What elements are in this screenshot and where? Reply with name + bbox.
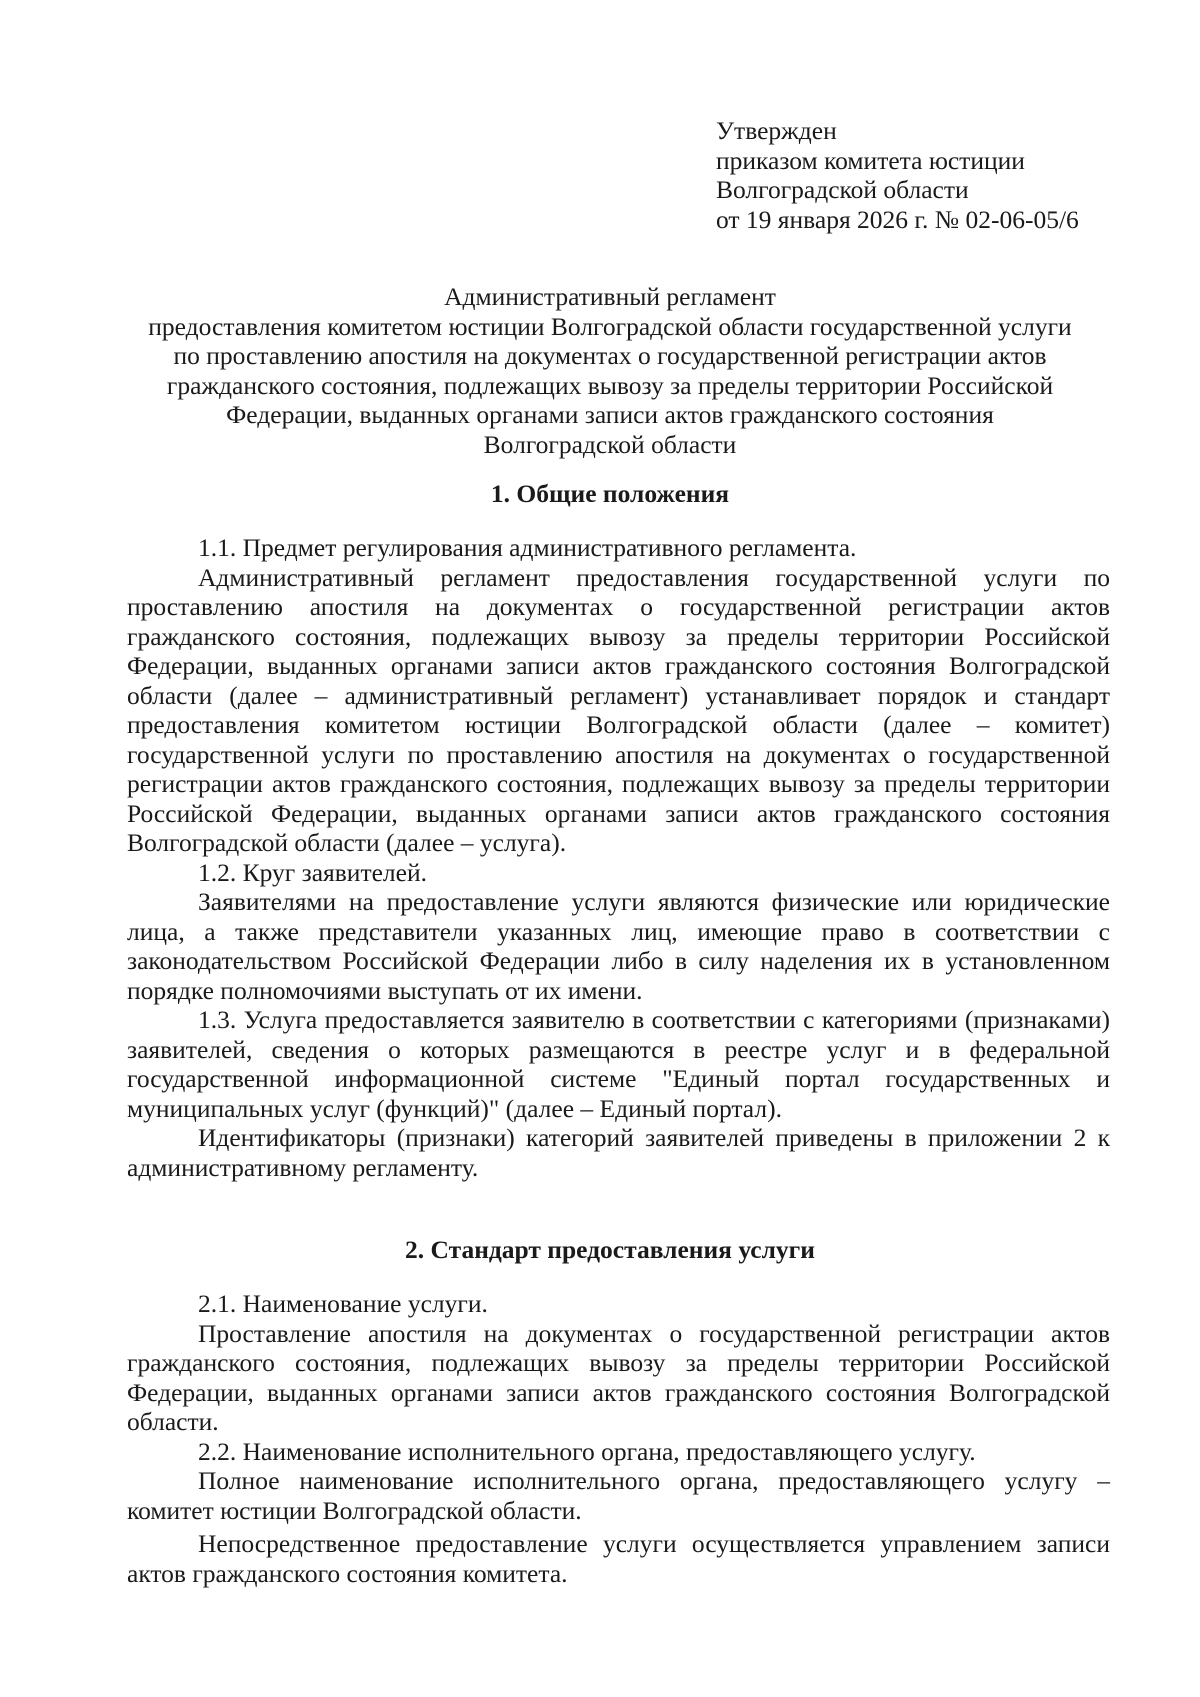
- paragraph: Проставление апостиля на документах о государственной регистрации актов гражданского состояния, подлежащих вывозу за пределы территории Российской Федерации, выданных органами записи актов гражданского состояния Волгоградской области.: [127, 1318, 1110, 1436]
- paragraph: 1.3. Услуга предоставляется заявителю в соответствии с категориями (признаками) заявителей, сведения о которых размещаются в реестре услуг и в федеральной государственной информационной системе "Единый портал государственных и муниципальных услуг (функций)" (далее – Единый портал).: [127, 1005, 1110, 1123]
- section-body: [127, 533, 1110, 1182]
- title-line: гражданского состояния, подлежащих вывозу за пределы территории Российской: [166, 370, 1054, 400]
- title-line: по проставлению апостиля на документах о государственной регистрации актов: [173, 341, 1047, 370]
- paragraph: Полное наименование исполнительного органа, предоставляющего услугу – комитет юстиции Волгоградской области.: [127, 1466, 1110, 1525]
- paragraph: Заявителями на предоставление услуги являются физические или юридические лица, а также представители указанных лиц, имеющие право в соответствии с законодательством Российской Федерации либо в силу наделения их в установленном порядке полномочиями выступать от их имени.: [127, 887, 1110, 1005]
- paragraph: 2.1. Наименование услуги.: [198, 1289, 488, 1318]
- title-line: предоставления комитетом юстиции Волгоградской области государственной услуги: [148, 311, 1072, 341]
- paragraph: Непосредственное предоставление услуги осуществляется управлением записи актов гражданского состояния комитета.: [127, 1529, 1110, 1588]
- approval-line: приказом комитета юстиции: [716, 145, 1025, 175]
- paragraph: 1.1. Предмет регулирования административного регламента.: [198, 533, 857, 562]
- paragraph: 2.2. Наименование исполнительного органа, предоставляющего услугу.: [198, 1436, 976, 1466]
- paragraph: 1.2. Круг заявителей.: [198, 857, 427, 887]
- paragraph: Идентификаторы (признаки) категорий заявителей приведены в приложении 2 к административному регламенту.: [127, 1123, 1110, 1182]
- title-line: Волгоградской области: [483, 429, 737, 459]
- section-body: [127, 1289, 1110, 1588]
- approval-stamp: [716, 116, 1136, 234]
- approval-line: Волгоградской области: [716, 175, 969, 204]
- title-line: Административный регламент: [444, 282, 776, 311]
- section-heading: 2. Стандарт предоставления услуги: [405, 1235, 815, 1264]
- approval-line: от 19 января 2026 г. № 02-06-05/6: [716, 204, 1079, 234]
- approval-line: Утвержден: [716, 116, 837, 145]
- document-title: [110, 282, 1110, 459]
- title-line: Федерации, выданных органами записи актов гражданского состояния: [226, 400, 994, 429]
- section-heading: 1. Общие положения: [490, 479, 730, 508]
- paragraph: Административный регламент предоставления государственной услуги по проставлению апостиля на документах о государственной регистрации актов гражданского состояния, подлежащих вывозу за пределы территории Российской Федерации, выданных органами записи актов гражданского состояния Волгоградской области (далее – административный регламент) устанавливает порядок и стандарт предоставления комитетом юстиции Волгоградской области (далее – комитет) государственной услуги по проставлению апостиля на документах о государственной регистрации актов гражданского состояния, подлежащих вывозу за пределы территории Российской Федерации, выданных органами записи актов гражданского состояния Волгоградской области (далее – услуга).: [127, 562, 1110, 857]
